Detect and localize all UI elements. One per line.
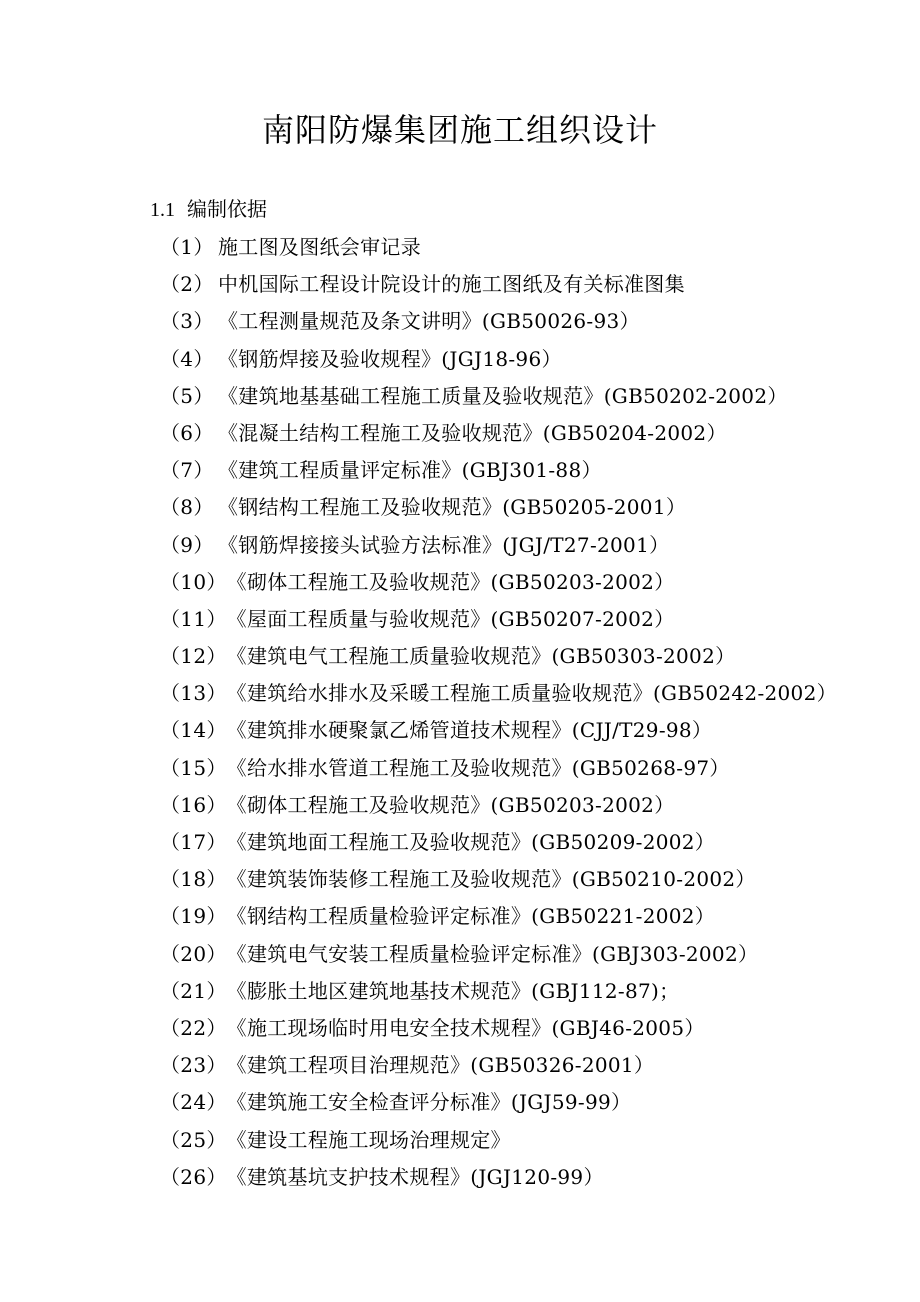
- list-item-index: （3）: [160, 309, 214, 334]
- list-item-index: （23）: [160, 1053, 227, 1078]
- list-item-text: 《建筑装饰装修工程施工及验收规范》(GB50210-2002）: [226, 867, 756, 892]
- list-item-text: 《建设工程施工现场治理规定》: [226, 1127, 511, 1152]
- list-item-text: 《建筑工程项目治理规范》(GB50326-2001）: [226, 1053, 655, 1078]
- list-item: [160, 973, 837, 1010]
- list-item-index: （22）: [160, 1015, 227, 1040]
- list-item-text: 《膨胀土地区建筑地基技术规范》(GBJ112-87)；: [226, 978, 680, 1003]
- list-item-text: 《砌体工程施工及验收规范》(GB50203-2002）: [226, 792, 675, 817]
- list-item-text: 《钢筋焊接接头试验方法标准》(JGJ/T27-2001）: [218, 532, 670, 557]
- list-item-text: 《建筑施工安全检查评分标准》(JGJ59-99）: [226, 1090, 632, 1115]
- list-item-index: （19）: [160, 904, 227, 929]
- list-item: [160, 1084, 837, 1121]
- list-item: [160, 452, 837, 489]
- list-item-index: （12）: [160, 644, 227, 669]
- list-item: [160, 489, 837, 526]
- list-item-index: （6）: [160, 420, 214, 445]
- list-item-index: （10）: [160, 569, 227, 594]
- section-number: 1.1: [150, 199, 175, 221]
- list-item: [160, 712, 837, 749]
- list-item-text: 《钢筋焊接及验收规程》(JGJ18-96）: [218, 346, 562, 371]
- list-item-index: （7）: [160, 458, 214, 483]
- list-item-text: 《建筑基坑支护技术规程》(JGJ120-99）: [226, 1164, 604, 1189]
- list-item-index: （13）: [160, 681, 227, 706]
- list-item-text: 《钢结构工程质量检验评定标准》(GB50221-2002）: [226, 904, 716, 929]
- list-item-index: （4）: [160, 346, 214, 371]
- list-item-text: 《施工现场临时用电安全技术规程》(GBJ46-2005）: [226, 1015, 705, 1040]
- list-item: [160, 861, 837, 898]
- list-item: [160, 1047, 837, 1084]
- list-item-index: （2）: [160, 272, 214, 297]
- list-item: [160, 266, 837, 303]
- list-item: [160, 303, 837, 340]
- list-item-text: 《建筑地面工程施工及验收规范》(GB50209-2002）: [226, 830, 716, 854]
- list-item-text: 施工图及图纸会审记录: [218, 235, 421, 259]
- list-item: [160, 341, 837, 378]
- reference-list: [160, 229, 837, 1196]
- list-item-index: （20）: [160, 941, 227, 966]
- list-item-text: 中机国际工程设计院设计的施工图纸及有关标准图集: [218, 272, 685, 297]
- list-item: [160, 1159, 837, 1196]
- list-item: [160, 527, 837, 564]
- list-item-text: 《屋面工程质量与验收规范》(GB50207-2002）: [226, 606, 675, 631]
- list-item-index: （24）: [160, 1090, 227, 1115]
- list-item: [160, 750, 837, 787]
- list-item-index: （8）: [160, 495, 214, 520]
- list-item-text: 《混凝土结构工程施工及验收规范》(GB50204-2002）: [218, 420, 727, 445]
- list-item: [160, 824, 837, 861]
- list-item: [160, 378, 837, 415]
- list-item: [160, 898, 837, 935]
- list-item: [160, 415, 837, 452]
- list-item: [160, 229, 837, 266]
- list-item-text: 《建筑地基基础工程施工质量及验收规范》(GB50202-2002）: [218, 383, 788, 408]
- section-heading-text: 编制依据: [187, 197, 267, 221]
- list-item-index: （26）: [160, 1164, 227, 1189]
- list-item-index: （16）: [160, 792, 227, 817]
- list-item-index: （17）: [160, 830, 227, 854]
- list-item-index: （18）: [160, 867, 227, 892]
- list-item: [160, 638, 837, 675]
- list-item: [160, 601, 837, 638]
- list-item: [160, 1010, 837, 1047]
- list-item-index: （14）: [160, 718, 227, 743]
- list-item-text: 《建筑电气安装工程质量检验评定标准》(GBJ303-2002）: [226, 941, 759, 966]
- list-item: [160, 1122, 837, 1159]
- list-item-text: 《给水排水管道工程施工及验收规范》(GB50268-97）: [226, 755, 730, 780]
- list-item-index: （5）: [160, 383, 214, 408]
- list-item: [160, 675, 837, 712]
- list-item: [160, 787, 837, 824]
- list-item-text: 《建筑给水排水及采暖工程施工质量验收规范》(GB50242-2002）: [226, 681, 837, 706]
- list-item-index: （25）: [160, 1127, 227, 1152]
- list-item: [160, 564, 837, 601]
- document-title: 南阳防爆集团施工组织设计: [261, 111, 658, 149]
- list-item-index: （11）: [160, 606, 227, 631]
- list-item-index: （21）: [160, 978, 227, 1003]
- list-item-text: 《建筑电气工程施工质量验收规范》(GB50303-2002）: [226, 644, 736, 669]
- section-heading: [150, 195, 267, 224]
- list-item-text: 《钢结构工程施工及验收规范》(GB50205-2001）: [218, 495, 687, 520]
- list-item-text: 《建筑工程质量评定标准》(GBJ301-88）: [218, 458, 602, 483]
- list-item-index: （15）: [160, 755, 227, 780]
- list-item-index: （9）: [160, 532, 214, 557]
- list-item-index: （1）: [160, 235, 214, 259]
- list-item-text: 《砌体工程施工及验收规范》(GB50203-2002）: [226, 569, 675, 594]
- list-item-text: 《工程测量规范及条文讲明》(GB50026-93）: [218, 309, 640, 334]
- list-item: [160, 936, 837, 973]
- list-item-text: 《建筑排水硬聚氯乙烯管道技术规程》(CJJ/T29-98）: [226, 718, 713, 743]
